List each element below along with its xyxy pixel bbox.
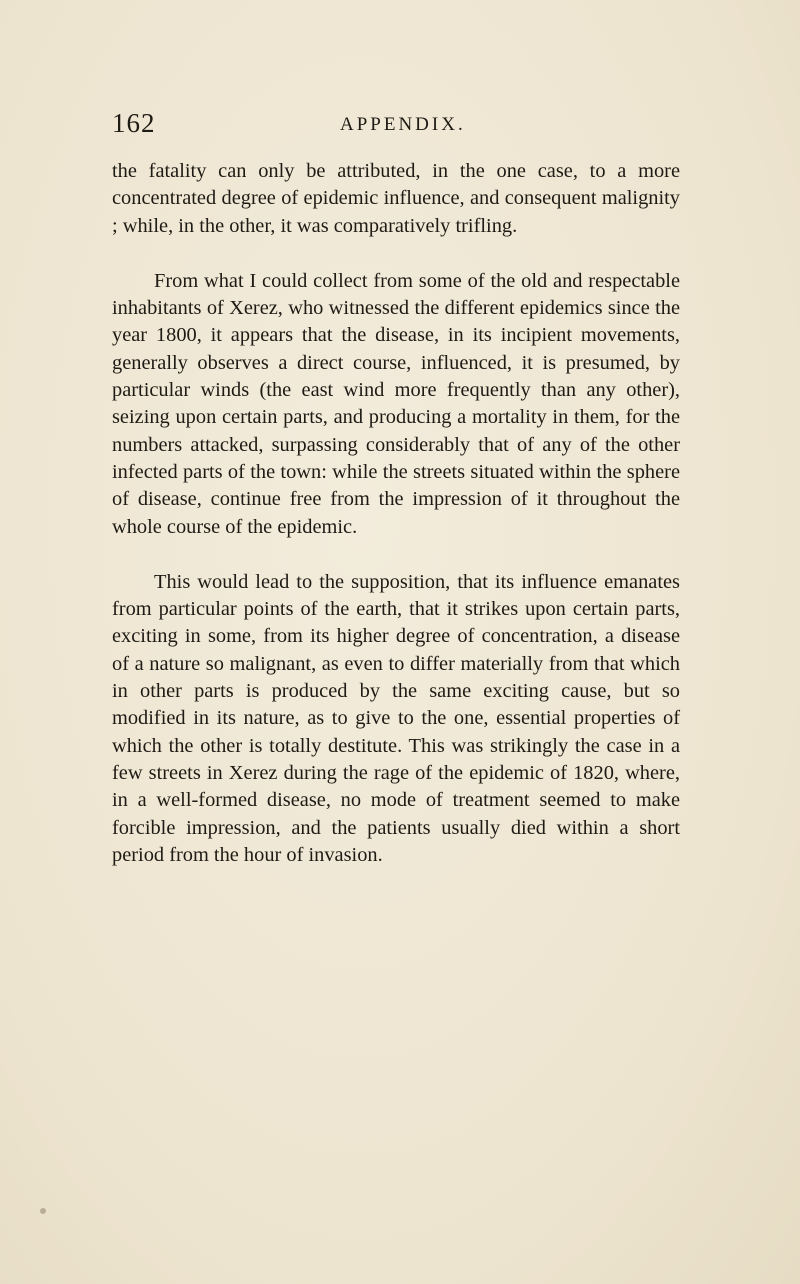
- page-header: [112, 108, 712, 148]
- running-head: APPENDIX.: [340, 114, 466, 135]
- ink-blot: [40, 1208, 46, 1214]
- body-text: [112, 158, 680, 869]
- paragraph-1: the fatality can only be attributed, in the one case, to a more concentrated degree of epidemic influence, and consequent malignity ; while, in the other, it was comparatively trifling.: [112, 160, 680, 237]
- page-number: 162: [112, 108, 156, 138]
- paragraph-3: This would lead to the supposition, that its influence emanates from particular points of the earth, that it strikes upon certain parts, exciting in some, from its higher degree of concentration, a disease of a nature so malignant, as even to differ materially from that which in other parts is produced by the same exciting cause, but so modified in its nature, as to give to the one, essential properties of which the other is totally destitute. This was strikingly the case in a few streets in Xerez during the rage of the epidemic of 1820, where, in a well-formed disease, no mode of treatment seemed to make forcible impression, and the patients usually died within a short period from the hour of invasion.: [112, 570, 680, 866]
- paragraph-2: From what I could collect from some of the old and respectable inhabitants of Xerez, who witnessed the different epidemics since the year 1800, it appears that the disease, in its incipient movements, generally observes a direct course, influenced, it is presumed, by particular winds (the east wind more frequently than any other), seizing upon certain parts, and producing a mortality in them, for the numbers attacked, surpassing considerably that of any of the other infected parts of the town: while the streets situated within the sphere of disease, continue free from the impression of it throughout the whole course of the epidemic.: [112, 269, 680, 538]
